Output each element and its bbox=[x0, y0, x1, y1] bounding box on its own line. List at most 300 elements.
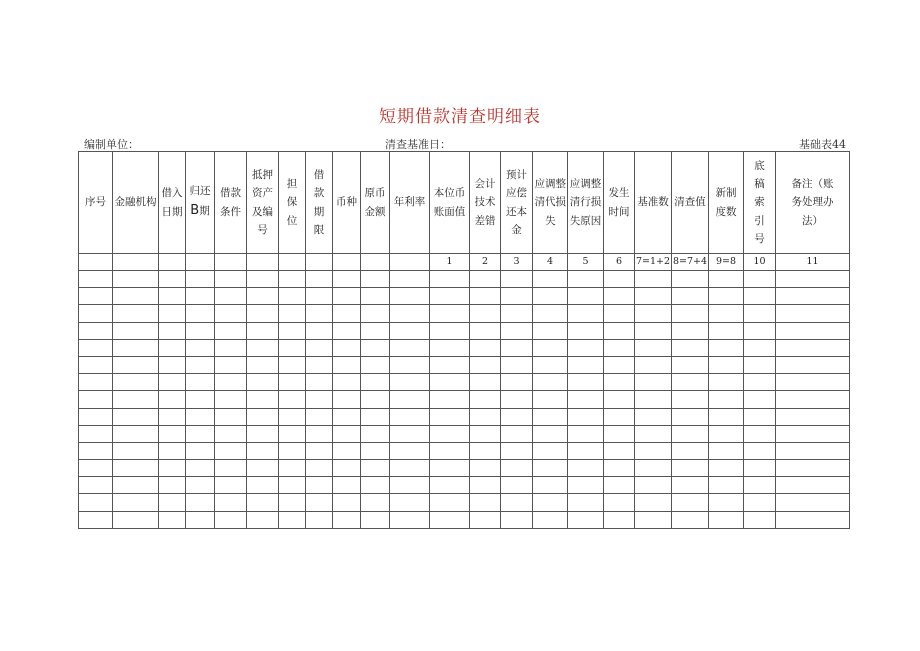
table-cell[interactable] bbox=[470, 460, 501, 477]
table-cell[interactable] bbox=[709, 322, 744, 339]
table-cell[interactable] bbox=[79, 511, 113, 528]
table-cell[interactable] bbox=[390, 322, 430, 339]
table-cell[interactable] bbox=[215, 305, 247, 322]
table-cell[interactable] bbox=[776, 477, 850, 494]
table-cell[interactable] bbox=[306, 322, 333, 339]
table-cell[interactable] bbox=[113, 288, 159, 305]
table-cell[interactable] bbox=[333, 374, 361, 391]
table-cell[interactable] bbox=[430, 271, 470, 288]
table-cell[interactable] bbox=[635, 408, 672, 425]
table-cell[interactable] bbox=[470, 339, 501, 356]
table-cell[interactable] bbox=[501, 477, 533, 494]
table-cell[interactable] bbox=[361, 494, 390, 511]
table-cell[interactable] bbox=[533, 391, 568, 408]
table-cell[interactable] bbox=[186, 288, 215, 305]
table-cell[interactable] bbox=[744, 425, 776, 442]
table-cell[interactable] bbox=[279, 339, 306, 356]
table-cell[interactable] bbox=[709, 425, 744, 442]
table-cell[interactable] bbox=[470, 305, 501, 322]
table-cell[interactable] bbox=[776, 305, 850, 322]
table-cell[interactable] bbox=[333, 305, 361, 322]
table-cell[interactable] bbox=[247, 477, 279, 494]
table-cell[interactable] bbox=[430, 374, 470, 391]
table-cell[interactable] bbox=[159, 356, 186, 373]
table-cell[interactable] bbox=[568, 391, 604, 408]
table-cell[interactable] bbox=[279, 442, 306, 459]
table-cell[interactable] bbox=[247, 425, 279, 442]
table-cell[interactable] bbox=[744, 374, 776, 391]
table-cell[interactable] bbox=[430, 460, 470, 477]
table-cell[interactable] bbox=[744, 442, 776, 459]
table-cell[interactable] bbox=[390, 271, 430, 288]
table-cell[interactable] bbox=[709, 374, 744, 391]
table-cell[interactable] bbox=[470, 288, 501, 305]
table-cell[interactable] bbox=[390, 425, 430, 442]
table-cell[interactable] bbox=[79, 374, 113, 391]
table-cell[interactable] bbox=[79, 288, 113, 305]
table-cell[interactable] bbox=[501, 322, 533, 339]
table-cell[interactable] bbox=[279, 356, 306, 373]
table-cell[interactable] bbox=[672, 460, 709, 477]
table-cell[interactable] bbox=[79, 425, 113, 442]
table-cell[interactable] bbox=[113, 339, 159, 356]
table-cell[interactable] bbox=[247, 511, 279, 528]
table-cell[interactable] bbox=[333, 511, 361, 528]
table-cell[interactable] bbox=[361, 460, 390, 477]
table-cell[interactable] bbox=[186, 442, 215, 459]
table-cell[interactable] bbox=[604, 477, 635, 494]
table-cell[interactable] bbox=[672, 408, 709, 425]
table-cell[interactable] bbox=[709, 288, 744, 305]
table-cell[interactable] bbox=[430, 288, 470, 305]
table-cell[interactable] bbox=[430, 442, 470, 459]
table-cell[interactable] bbox=[776, 374, 850, 391]
table-cell[interactable] bbox=[744, 494, 776, 511]
table-cell[interactable] bbox=[247, 391, 279, 408]
table-cell[interactable] bbox=[333, 391, 361, 408]
table-cell[interactable] bbox=[776, 425, 850, 442]
table-cell[interactable] bbox=[672, 374, 709, 391]
table-cell[interactable] bbox=[672, 494, 709, 511]
table-cell[interactable] bbox=[635, 511, 672, 528]
table-cell[interactable] bbox=[306, 374, 333, 391]
table-cell[interactable] bbox=[279, 391, 306, 408]
table-cell[interactable] bbox=[333, 460, 361, 477]
table-cell[interactable] bbox=[776, 511, 850, 528]
table-cell[interactable] bbox=[279, 271, 306, 288]
table-cell[interactable] bbox=[568, 442, 604, 459]
table-cell[interactable] bbox=[390, 391, 430, 408]
table-cell[interactable] bbox=[604, 305, 635, 322]
table-cell[interactable] bbox=[709, 477, 744, 494]
table-cell[interactable] bbox=[159, 271, 186, 288]
table-cell[interactable] bbox=[247, 356, 279, 373]
table-cell[interactable] bbox=[635, 460, 672, 477]
table-cell[interactable] bbox=[501, 356, 533, 373]
table-cell[interactable] bbox=[159, 391, 186, 408]
table-cell[interactable] bbox=[709, 442, 744, 459]
table-cell[interactable] bbox=[279, 288, 306, 305]
table-cell[interactable] bbox=[672, 339, 709, 356]
table-cell[interactable] bbox=[215, 442, 247, 459]
table-cell[interactable] bbox=[635, 356, 672, 373]
table-cell[interactable] bbox=[279, 322, 306, 339]
table-cell[interactable] bbox=[186, 391, 215, 408]
table-cell[interactable] bbox=[470, 374, 501, 391]
table-cell[interactable] bbox=[635, 271, 672, 288]
table-cell[interactable] bbox=[215, 460, 247, 477]
table-cell[interactable] bbox=[635, 288, 672, 305]
table-cell[interactable] bbox=[776, 494, 850, 511]
table-cell[interactable] bbox=[279, 374, 306, 391]
table-cell[interactable] bbox=[604, 339, 635, 356]
table-cell[interactable] bbox=[430, 511, 470, 528]
table-cell[interactable] bbox=[776, 391, 850, 408]
table-cell[interactable] bbox=[79, 391, 113, 408]
table-cell[interactable] bbox=[604, 322, 635, 339]
table-cell[interactable] bbox=[533, 305, 568, 322]
table-cell[interactable] bbox=[470, 271, 501, 288]
table-cell[interactable] bbox=[79, 271, 113, 288]
table-cell[interactable] bbox=[247, 460, 279, 477]
table-cell[interactable] bbox=[390, 460, 430, 477]
table-cell[interactable] bbox=[501, 374, 533, 391]
table-cell[interactable] bbox=[430, 477, 470, 494]
table-cell[interactable] bbox=[635, 339, 672, 356]
table-cell[interactable] bbox=[306, 494, 333, 511]
table-cell[interactable] bbox=[79, 460, 113, 477]
table-cell[interactable] bbox=[430, 425, 470, 442]
table-cell[interactable] bbox=[215, 339, 247, 356]
table-cell[interactable] bbox=[159, 425, 186, 442]
table-cell[interactable] bbox=[604, 494, 635, 511]
table-cell[interactable] bbox=[333, 425, 361, 442]
table-cell[interactable] bbox=[215, 408, 247, 425]
table-cell[interactable] bbox=[430, 391, 470, 408]
table-cell[interactable] bbox=[533, 442, 568, 459]
table-cell[interactable] bbox=[430, 494, 470, 511]
table-cell[interactable] bbox=[568, 305, 604, 322]
table-cell[interactable] bbox=[533, 511, 568, 528]
table-cell[interactable] bbox=[361, 339, 390, 356]
table-cell[interactable] bbox=[333, 442, 361, 459]
table-cell[interactable] bbox=[533, 460, 568, 477]
table-cell[interactable] bbox=[215, 477, 247, 494]
table-cell[interactable] bbox=[113, 391, 159, 408]
table-cell[interactable] bbox=[306, 477, 333, 494]
table-cell[interactable] bbox=[159, 442, 186, 459]
table-cell[interactable] bbox=[635, 374, 672, 391]
table-cell[interactable] bbox=[215, 374, 247, 391]
table-cell[interactable] bbox=[361, 391, 390, 408]
table-cell[interactable] bbox=[604, 391, 635, 408]
table-cell[interactable] bbox=[333, 356, 361, 373]
table-cell[interactable] bbox=[533, 288, 568, 305]
table-cell[interactable] bbox=[470, 494, 501, 511]
table-cell[interactable] bbox=[470, 511, 501, 528]
table-cell[interactable] bbox=[306, 339, 333, 356]
table-cell[interactable] bbox=[672, 322, 709, 339]
table-cell[interactable] bbox=[776, 339, 850, 356]
table-cell[interactable] bbox=[776, 322, 850, 339]
table-cell[interactable] bbox=[79, 339, 113, 356]
table-cell[interactable] bbox=[361, 305, 390, 322]
table-cell[interactable] bbox=[215, 271, 247, 288]
table-cell[interactable] bbox=[215, 511, 247, 528]
table-cell[interactable] bbox=[306, 460, 333, 477]
table-cell[interactable] bbox=[672, 391, 709, 408]
table-cell[interactable] bbox=[533, 339, 568, 356]
table-cell[interactable] bbox=[79, 477, 113, 494]
table-cell[interactable] bbox=[306, 408, 333, 425]
table-cell[interactable] bbox=[215, 288, 247, 305]
table-cell[interactable] bbox=[215, 425, 247, 442]
table-cell[interactable] bbox=[247, 305, 279, 322]
table-cell[interactable] bbox=[186, 511, 215, 528]
table-cell[interactable] bbox=[113, 494, 159, 511]
table-cell[interactable] bbox=[744, 339, 776, 356]
table-cell[interactable] bbox=[501, 288, 533, 305]
table-cell[interactable] bbox=[604, 408, 635, 425]
table-cell[interactable] bbox=[390, 477, 430, 494]
table-cell[interactable] bbox=[568, 408, 604, 425]
table-cell[interactable] bbox=[709, 494, 744, 511]
table-cell[interactable] bbox=[186, 356, 215, 373]
table-cell[interactable] bbox=[159, 288, 186, 305]
table-cell[interactable] bbox=[501, 271, 533, 288]
table-cell[interactable] bbox=[430, 339, 470, 356]
table-cell[interactable] bbox=[672, 305, 709, 322]
table-cell[interactable] bbox=[113, 408, 159, 425]
table-cell[interactable] bbox=[568, 271, 604, 288]
table-cell[interactable] bbox=[672, 511, 709, 528]
table-cell[interactable] bbox=[159, 339, 186, 356]
table-cell[interactable] bbox=[672, 356, 709, 373]
table-cell[interactable] bbox=[361, 511, 390, 528]
table-cell[interactable] bbox=[361, 356, 390, 373]
table-cell[interactable] bbox=[776, 460, 850, 477]
table-cell[interactable] bbox=[279, 511, 306, 528]
table-cell[interactable] bbox=[501, 305, 533, 322]
table-cell[interactable] bbox=[672, 442, 709, 459]
table-cell[interactable] bbox=[604, 374, 635, 391]
table-cell[interactable] bbox=[279, 305, 306, 322]
table-cell[interactable] bbox=[306, 511, 333, 528]
table-cell[interactable] bbox=[744, 391, 776, 408]
table-cell[interactable] bbox=[533, 477, 568, 494]
table-cell[interactable] bbox=[361, 408, 390, 425]
table-cell[interactable] bbox=[568, 425, 604, 442]
table-cell[interactable] bbox=[279, 408, 306, 425]
table-cell[interactable] bbox=[113, 305, 159, 322]
table-cell[interactable] bbox=[113, 374, 159, 391]
table-cell[interactable] bbox=[744, 511, 776, 528]
table-cell[interactable] bbox=[672, 288, 709, 305]
table-cell[interactable] bbox=[635, 494, 672, 511]
table-cell[interactable] bbox=[672, 271, 709, 288]
table-cell[interactable] bbox=[186, 494, 215, 511]
table-cell[interactable] bbox=[470, 442, 501, 459]
table-cell[interactable] bbox=[79, 356, 113, 373]
table-cell[interactable] bbox=[776, 356, 850, 373]
table-cell[interactable] bbox=[186, 322, 215, 339]
table-cell[interactable] bbox=[744, 271, 776, 288]
table-cell[interactable] bbox=[333, 288, 361, 305]
table-cell[interactable] bbox=[604, 442, 635, 459]
table-cell[interactable] bbox=[306, 442, 333, 459]
table-cell[interactable] bbox=[361, 374, 390, 391]
table-cell[interactable] bbox=[776, 271, 850, 288]
table-cell[interactable] bbox=[306, 356, 333, 373]
table-cell[interactable] bbox=[186, 374, 215, 391]
table-cell[interactable] bbox=[470, 391, 501, 408]
table-cell[interactable] bbox=[79, 408, 113, 425]
table-cell[interactable] bbox=[306, 391, 333, 408]
table-cell[interactable] bbox=[333, 339, 361, 356]
table-cell[interactable] bbox=[568, 374, 604, 391]
table-cell[interactable] bbox=[159, 374, 186, 391]
table-cell[interactable] bbox=[361, 288, 390, 305]
table-cell[interactable] bbox=[390, 374, 430, 391]
table-cell[interactable] bbox=[709, 511, 744, 528]
table-cell[interactable] bbox=[390, 442, 430, 459]
table-cell[interactable] bbox=[113, 511, 159, 528]
table-cell[interactable] bbox=[568, 511, 604, 528]
table-cell[interactable] bbox=[430, 322, 470, 339]
table-cell[interactable] bbox=[159, 305, 186, 322]
table-cell[interactable] bbox=[501, 511, 533, 528]
table-cell[interactable] bbox=[709, 391, 744, 408]
table-cell[interactable] bbox=[604, 511, 635, 528]
table-cell[interactable] bbox=[635, 442, 672, 459]
table-cell[interactable] bbox=[306, 288, 333, 305]
table-cell[interactable] bbox=[279, 425, 306, 442]
table-cell[interactable] bbox=[186, 425, 215, 442]
table-cell[interactable] bbox=[186, 305, 215, 322]
table-cell[interactable] bbox=[186, 460, 215, 477]
table-cell[interactable] bbox=[215, 356, 247, 373]
table-cell[interactable] bbox=[533, 408, 568, 425]
table-cell[interactable] bbox=[744, 460, 776, 477]
table-cell[interactable] bbox=[113, 271, 159, 288]
table-cell[interactable] bbox=[361, 271, 390, 288]
table-cell[interactable] bbox=[501, 391, 533, 408]
table-cell[interactable] bbox=[247, 494, 279, 511]
table-cell[interactable] bbox=[247, 408, 279, 425]
table-cell[interactable] bbox=[430, 408, 470, 425]
table-cell[interactable] bbox=[279, 460, 306, 477]
table-cell[interactable] bbox=[533, 356, 568, 373]
table-cell[interactable] bbox=[390, 494, 430, 511]
table-cell[interactable] bbox=[159, 477, 186, 494]
table-cell[interactable] bbox=[470, 408, 501, 425]
table-cell[interactable] bbox=[533, 322, 568, 339]
table-cell[interactable] bbox=[501, 339, 533, 356]
table-cell[interactable] bbox=[501, 442, 533, 459]
table-cell[interactable] bbox=[709, 271, 744, 288]
table-cell[interactable] bbox=[113, 322, 159, 339]
table-cell[interactable] bbox=[470, 356, 501, 373]
table-cell[interactable] bbox=[390, 511, 430, 528]
table-cell[interactable] bbox=[390, 339, 430, 356]
table-cell[interactable] bbox=[186, 271, 215, 288]
table-cell[interactable] bbox=[159, 494, 186, 511]
table-cell[interactable] bbox=[186, 339, 215, 356]
table-cell[interactable] bbox=[501, 460, 533, 477]
table-cell[interactable] bbox=[672, 425, 709, 442]
table-cell[interactable] bbox=[776, 408, 850, 425]
table-cell[interactable] bbox=[430, 356, 470, 373]
table-cell[interactable] bbox=[247, 271, 279, 288]
table-cell[interactable] bbox=[568, 339, 604, 356]
table-cell[interactable] bbox=[533, 271, 568, 288]
table-cell[interactable] bbox=[744, 477, 776, 494]
table-cell[interactable] bbox=[390, 408, 430, 425]
table-cell[interactable] bbox=[635, 477, 672, 494]
table-cell[interactable] bbox=[470, 425, 501, 442]
table-cell[interactable] bbox=[247, 288, 279, 305]
table-cell[interactable] bbox=[533, 374, 568, 391]
table-cell[interactable] bbox=[279, 477, 306, 494]
table-cell[interactable] bbox=[279, 494, 306, 511]
table-cell[interactable] bbox=[635, 322, 672, 339]
table-cell[interactable] bbox=[186, 408, 215, 425]
table-cell[interactable] bbox=[501, 494, 533, 511]
table-cell[interactable] bbox=[672, 477, 709, 494]
table-cell[interactable] bbox=[709, 460, 744, 477]
table-cell[interactable] bbox=[79, 305, 113, 322]
table-cell[interactable] bbox=[113, 442, 159, 459]
table-cell[interactable] bbox=[113, 356, 159, 373]
table-cell[interactable] bbox=[215, 391, 247, 408]
table-cell[interactable] bbox=[79, 322, 113, 339]
table-cell[interactable] bbox=[215, 322, 247, 339]
table-cell[interactable] bbox=[533, 494, 568, 511]
table-cell[interactable] bbox=[333, 271, 361, 288]
table-cell[interactable] bbox=[568, 356, 604, 373]
table-cell[interactable] bbox=[215, 494, 247, 511]
table-cell[interactable] bbox=[186, 477, 215, 494]
table-cell[interactable] bbox=[306, 425, 333, 442]
table-cell[interactable] bbox=[247, 374, 279, 391]
table-cell[interactable] bbox=[333, 494, 361, 511]
table-cell[interactable] bbox=[159, 322, 186, 339]
table-cell[interactable] bbox=[159, 511, 186, 528]
table-cell[interactable] bbox=[361, 477, 390, 494]
table-cell[interactable] bbox=[744, 305, 776, 322]
table-cell[interactable] bbox=[247, 339, 279, 356]
table-cell[interactable] bbox=[709, 356, 744, 373]
table-cell[interactable] bbox=[159, 460, 186, 477]
table-cell[interactable] bbox=[390, 288, 430, 305]
table-cell[interactable] bbox=[113, 460, 159, 477]
table-cell[interactable] bbox=[568, 477, 604, 494]
table-cell[interactable] bbox=[361, 425, 390, 442]
table-cell[interactable] bbox=[470, 477, 501, 494]
table-cell[interactable] bbox=[568, 322, 604, 339]
table-cell[interactable] bbox=[604, 288, 635, 305]
table-cell[interactable] bbox=[635, 391, 672, 408]
table-cell[interactable] bbox=[79, 494, 113, 511]
table-cell[interactable] bbox=[159, 408, 186, 425]
table-cell[interactable] bbox=[604, 271, 635, 288]
table-cell[interactable] bbox=[604, 425, 635, 442]
table-cell[interactable] bbox=[390, 356, 430, 373]
table-cell[interactable] bbox=[390, 305, 430, 322]
table-cell[interactable] bbox=[744, 356, 776, 373]
table-cell[interactable] bbox=[247, 322, 279, 339]
table-cell[interactable] bbox=[113, 425, 159, 442]
